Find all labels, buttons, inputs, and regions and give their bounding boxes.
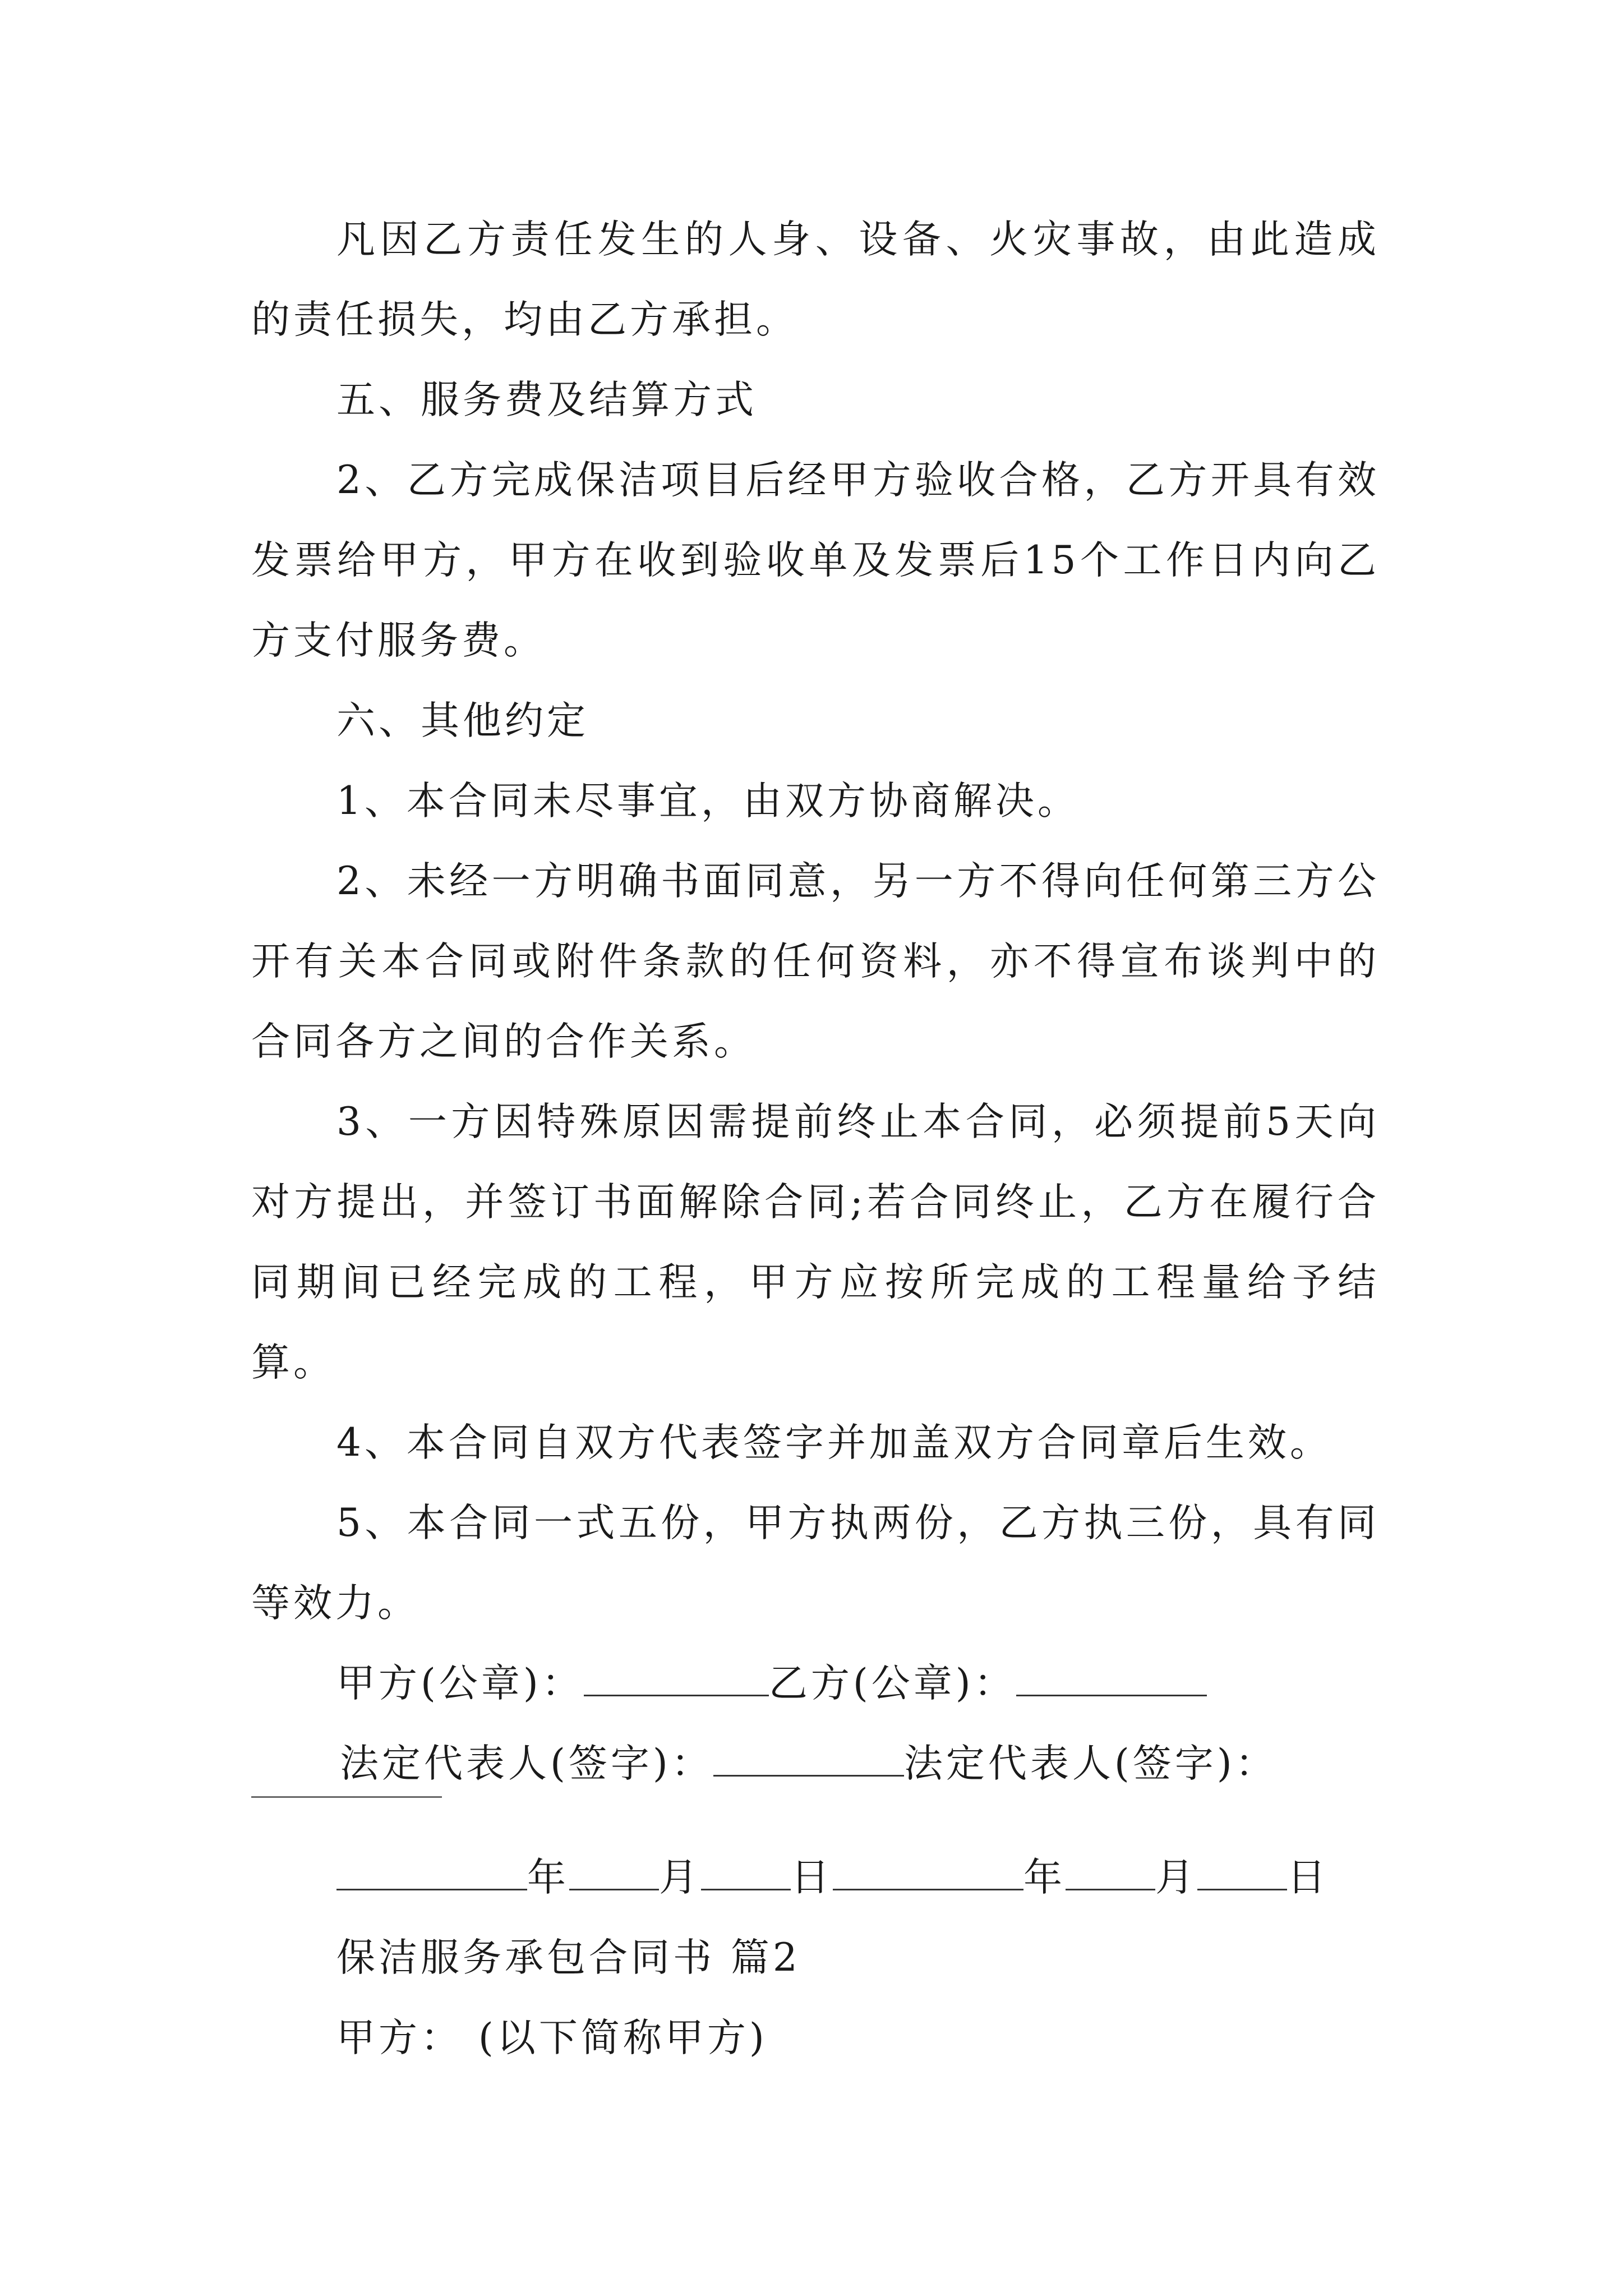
- date-b-year-blank: [833, 1854, 1023, 1890]
- paragraph-term-4: 4、本合同自双方代表签字并加盖双方合同章后生效。: [336, 1420, 1332, 1465]
- date-a-day: 日: [791, 1855, 833, 1900]
- section-2-party-a: 甲方： (以下简称甲方): [336, 2016, 768, 2060]
- date-line: [336, 1838, 1329, 1918]
- date-a-day-blank: [701, 1854, 791, 1890]
- paragraph-term-5: 5、本合同一式五份，甲方执两份，乙方执三份，具有同等效力。: [251, 1501, 1380, 1626]
- party-b-rep-blank: [251, 1796, 442, 1798]
- paragraph-liability: 凡因乙方责任发生的人身、设备、火灾事故，由此造成的责任损失，均由乙方承担。: [251, 217, 1380, 342]
- seal-line: [336, 1644, 1207, 1724]
- date-a-month-blank: [569, 1854, 659, 1890]
- party-b-rep-label: 法定代表人(签字)：: [903, 1741, 1278, 1786]
- paragraph-term-2: 2、未经一方明确书面同意，另一方不得向任何第三方公开有关本合同或附件条款的任何资料，亦不得宣布谈判中的合同各方之间的合作关系。: [251, 859, 1380, 1064]
- party-a-seal-blank: [584, 1660, 769, 1696]
- date-b-day-blank: [1197, 1854, 1287, 1890]
- paragraph-payment: 2、乙方完成保洁项目后经甲方验收合格，乙方开具有效发票给甲方，甲方在收到验收单及发票后15个工作日内向乙方支付服务费。: [251, 458, 1380, 663]
- date-a-year: 年: [527, 1855, 569, 1900]
- date-b-month-blank: [1066, 1854, 1155, 1890]
- section-2-title: 保洁服务承包合同书 篇2: [336, 1935, 801, 1980]
- date-a-month: 月: [659, 1855, 701, 1900]
- party-a-rep-blank: [713, 1740, 904, 1777]
- representative-line: [340, 1724, 1278, 1804]
- date-b-year: 年: [1023, 1855, 1066, 1900]
- party-b-seal-label: 乙方(公章)：: [768, 1661, 1016, 1706]
- date-b-month: 月: [1155, 1855, 1197, 1900]
- heading-fees: 五、服务费及结算方式: [336, 378, 757, 422]
- heading-other-terms: 六、其他约定: [336, 698, 589, 743]
- paragraph-term-3: 3、一方因特殊原因需提前终止本合同，必须提前5天向对方提出，并签订书面解除合同;若合同终止，乙方在履行合同期间已经完成的工程，甲方应按所完成的工程量给予结算。: [251, 1099, 1380, 1385]
- party-b-seal-blank: [1016, 1660, 1207, 1696]
- date-b-day: 日: [1287, 1855, 1329, 1900]
- paragraph-term-1: 1、本合同未尽事宜，由双方协商解决。: [336, 779, 1080, 823]
- party-a-rep-label: 法定代表人(签字)：: [340, 1741, 713, 1786]
- date-a-year-blank: [336, 1854, 527, 1890]
- party-a-seal-label: 甲方(公章)：: [336, 1661, 584, 1706]
